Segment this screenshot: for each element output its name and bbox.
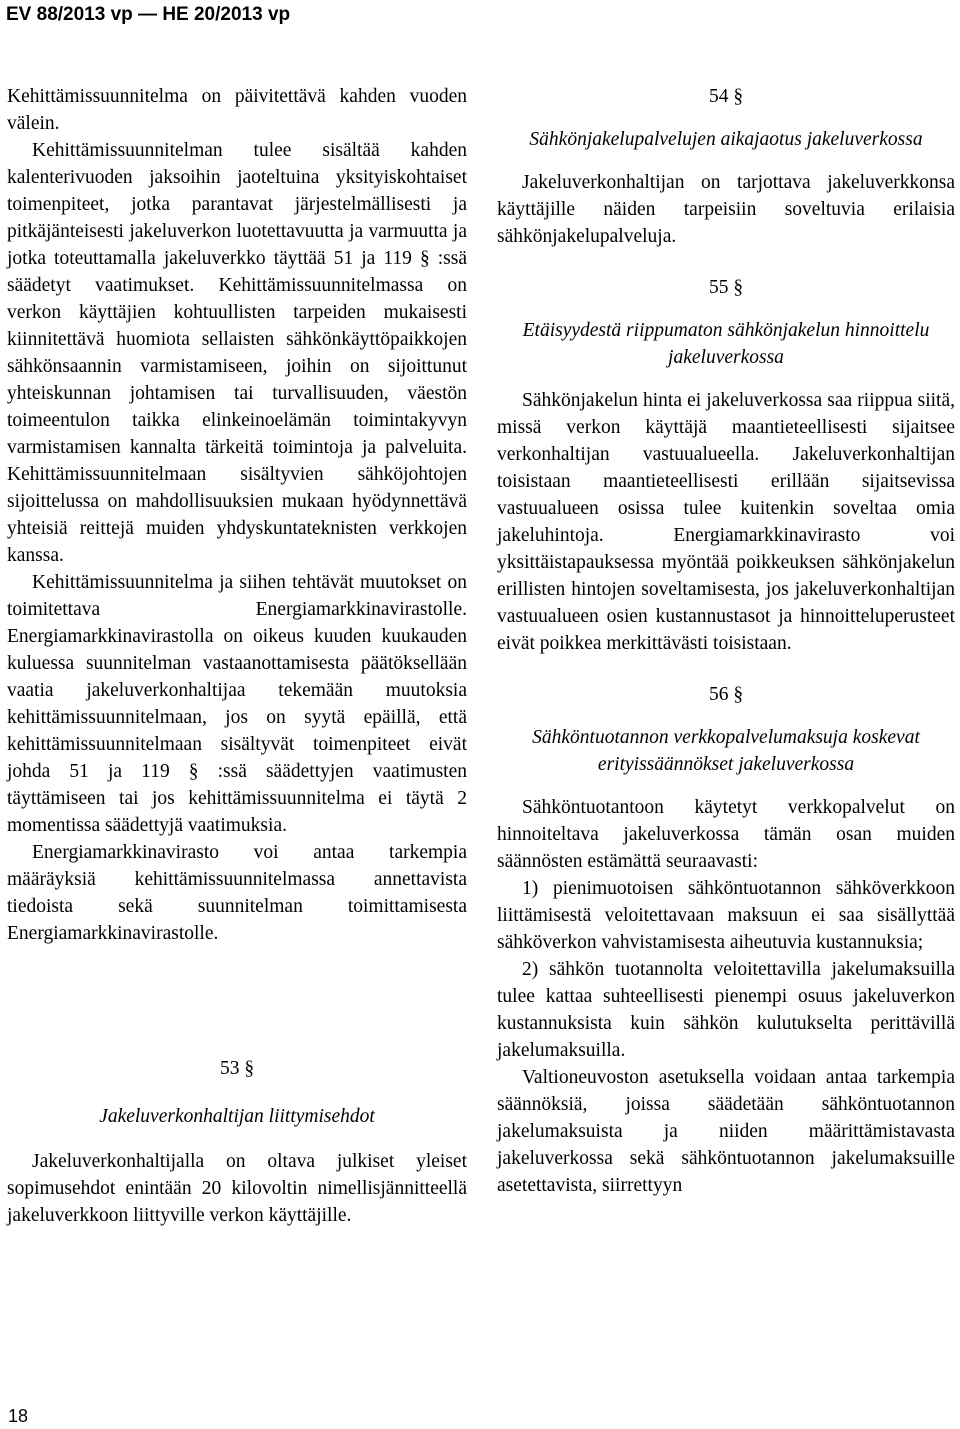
paragraph: 2) sähkön tuotannolta veloitettavilla jakelumaksuilla tulee kattaa suhteellisesti pienempi osuus jakeluverkon kustannuksista kuin sähkön kulutukselta perittävillä jakelumaksuilla.: [497, 959, 955, 1061]
left-column: [7, 83, 467, 1229]
page-number: 18: [8, 1406, 29, 1426]
paragraph: Energiamarkkinavirasto voi antaa tarkempia määräyksiä kehittämissuunnitelmassa annettavista tiedoista sekä suunnitelman toimittamisesta Energiamarkkinavirastolle.: [7, 842, 467, 944]
section-54-number: 54 §: [708, 86, 744, 107]
right-column: [497, 83, 955, 1199]
page-header: EV 88/2013 vp — HE 20/2013 vp: [6, 4, 291, 25]
paragraph: Kehittämissuunnitelma on päivitettävä kahden vuoden välein.: [7, 86, 467, 134]
section-53-title: Jakeluverkonhaltijan liittymisehdot: [99, 1106, 375, 1127]
paragraph: Sähkönjakelun hinta ei jakeluverkossa saa riippua siitä, missä verkon käyttäjä maantieteellisesti sijaitsee verkonhaltijan vastuualueella. Jakeluverkonhaltijan toisistaan maantieteellisesti erillään sijaitsevissa vastuualueen osissa tulee kuitenkin soveltaa omia jakeluhintoja. Energiamarkkinavirasto voi yksittäistapauksessa myöntää poikkeuksen sähkönjakelun erillisten hintojen soveltamisesta, jos jakeluverkonhaltijan vastuualueen osien kustannustasot ja hinnoitteluperusteet eivät poikkea merkittävästi toisistaan.: [497, 390, 955, 654]
paragraph: Jakeluverkonhaltijalla on oltava julkiset yleiset sopimusehdot enintään 20 kilovoltin nimellisjännitteellä jakeluverkkoon liittyville verkon käyttäjille.: [7, 1151, 467, 1226]
section-56-number: 56 §: [708, 684, 744, 705]
paragraph: Sähköntuotantoon käytetyt verkkopalvelut on hinnoiteltava jakeluverkossa tämän osan muiden säännösten estämättä seuraavasti:: [497, 797, 955, 872]
paragraph: Valtioneuvoston asetuksella voidaan antaa tarkempia säännöksiä, joissa säädetään sähköntuotannon jakelumaksuista ja niiden määrittämistavasta jakeluverkossa sekä sähköntuotannon jakelumaksuille asetettavista, siirrettyyn: [497, 1067, 955, 1196]
paragraph: Kehittämissuunnitelman tulee sisältää kahden kalenterivuoden jaksoihin jaoteltuina yksityiskohtaiset toimenpiteet, jotka parantavat järjestelmällisesti ja pitkäjänteisesti jakeluverkon luotettavuutta ja varmuutta ja jotka toteuttamalla jakeluverkko täyttää 51 ja 119 § :ssä säädetyt vaatimukset. Kehittämissuunnitelmassa on verkon käyttäjien kohtuullisten tarpeiden mukaisesti kiinnitettävä huomiota sellaisten sähkönkäyttöpaikkojen sähkönsaannin varmistamiseen, joihin on sijoittunut yhteiskunnan johtamisen tai turvallisuuden, väestön toimeentulon taikka elinkeinoelämän toimintakyvyn varmistamisen kannalta tärkeitä toimintoja ja palveluita. Kehittämissuunnitelmaan sisältyvien sähköjohtojen sijoittelussa on mahdollisuuksien mukaan hyödynnettävä yhteisiä reittejä muiden yhdyskuntateknisten verkkojen kanssa.: [7, 140, 467, 566]
paragraph: Jakeluverkonhaltijan on tarjottava jakeluverkkonsa käyttäjille näiden tarpeisiin soveltuvia erilaisia sähkönjakelupalveluja.: [497, 172, 955, 247]
section-54-title: Sähkönjakelupalvelujen aikajaotus jakeluverkossa: [529, 129, 923, 150]
section-55-number: 55 §: [708, 277, 744, 298]
section-55-title: Etäisyydestä riippumaton sähkönjakelun hinnoittelu jakeluverkossa: [522, 320, 930, 368]
section-53-number: 53 §: [219, 1058, 255, 1079]
paragraph: Kehittämissuunnitelma ja siihen tehtävät muutokset on toimitettava Energiamarkkinavirastolle. Energiamarkkinavirastolla on oikeus kuuden kuukauden kuluessa suunnitelman vastaanottamisesta päätöksellään vaatia jakeluverkonhaltijaa tekemään muutoksia kehittämissuunnitelmaan, jos on syytä epäillä, että kehittämissuunnitelmaan sisältyvät toimenpiteet eivät johda 51 ja 119 § :ssä säädettyjen vaatimusten täyttämiseen tai jos kehittämissuunnitelma ei täytä 2 momentissa säädettyjä vaatimuksia.: [7, 572, 467, 836]
section-56-title: Sähköntuotannon verkkopalvelumaksuja koskevat erityissäännökset jakeluverkossa: [532, 727, 920, 775]
paragraph: 1) pienimuotoisen sähköntuotannon sähköverkkoon liittämisestä veloitettavaan maksuun ei saa sisällyttää sähköverkon vahvistamisesta aiheutuvia kustannuksia;: [497, 878, 955, 953]
